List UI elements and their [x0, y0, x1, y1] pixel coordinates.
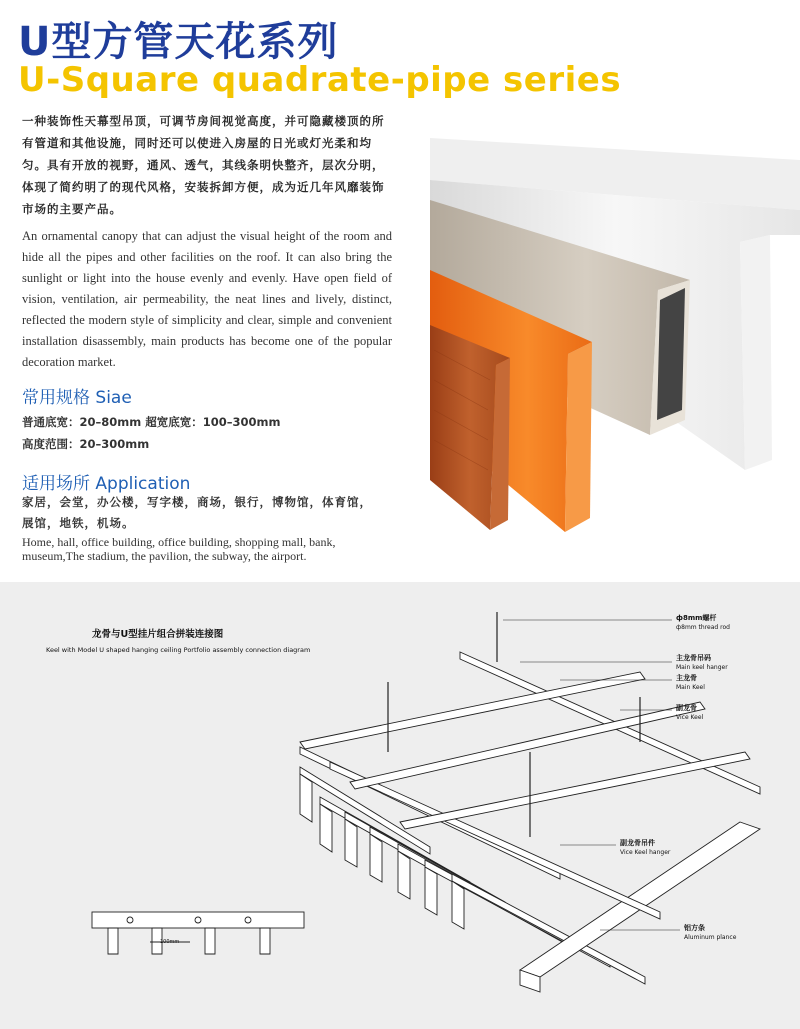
label-aluminum-plance: 铝方条 Aluminum plance: [684, 924, 737, 941]
diagram-title-cn: 龙骨与U型挂片组合拼装连接图: [92, 629, 224, 640]
label-main-keel: 主龙骨 Main Keel: [676, 674, 705, 691]
label-vice-keel: 副龙骨 Vice Keel: [676, 704, 704, 721]
size-height-line: 高度范围：20–300mm: [22, 437, 150, 451]
label-thread-rod: ф8mm螺杆 ф8mm thread rod: [676, 614, 730, 631]
label-main-keel-hanger: 主龙骨吊码 Main keel hanger: [676, 654, 728, 671]
intro-paragraph-en: An ornamental canopy that can adjust the visual height of the room and hide all the pipes and other facilities on the roof. It can also bring the sunlight or light into the house evenly and evenly. Have open field of vision, ventilation, air permeability, the neat lines and lively, distinct, reflected the modern style of simplicity and clear, simple and convenient installation disassembly, main products has become one of the popular decoration market.: [22, 229, 392, 369]
diagram-title-en: Keel with Model U shaped hanging ceiling Portfolio assembly connection diagram: [46, 646, 311, 654]
size-width-line: 普通底宽：20–80mm 超宽底宽：100–300mm: [22, 415, 281, 429]
page-title-en: U-Square quadrate-pipe series: [18, 60, 622, 100]
assembly-diagram-section: [0, 582, 800, 1029]
u-profile-product-photo: [400, 120, 800, 540]
dimension-label: 100mm: [160, 939, 180, 945]
application-list-cn: 家居，会堂，办公楼，写字楼，商场，银行，博物馆，体育馆，展馆，地铁，机场。: [22, 495, 372, 530]
size-heading: 常用规格 Siae: [22, 388, 132, 408]
intro-paragraph-cn: 一种装饰性天幕型吊顶，可调节房间视觉高度，并可隐藏楼顶的所有管道和其他设施，同时还可以使进入房屋的日光或灯光柔和均匀。具有开放的视野，通风、透气，其线条明快整齐，层次分明，体现了简约明了的现代风格，安装拆卸方便，成为近几年风靡装饰市场的主要产品。: [22, 114, 385, 216]
application-list-en: Home, hall, office building, office building, shopping mall, bank, museum,The stadium, the pavilion, the subway, the airport.: [22, 535, 336, 563]
page-title-cn: U型方管天花系列: [18, 19, 339, 65]
label-vice-keel-hanger: 副龙骨吊件 Vice Keel hanger: [620, 839, 671, 856]
application-heading: 适用场所 Application: [22, 474, 191, 494]
